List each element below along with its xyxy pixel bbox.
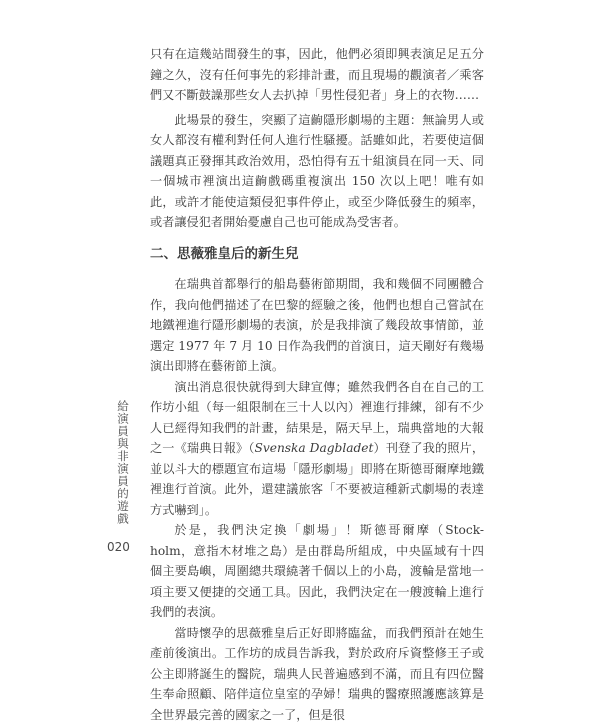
paragraph-4 xyxy=(150,377,484,521)
paragraph-5: 於是，我們決定換「劇場」！斯德哥爾摩（Stock-holm，意指木材堆之島）是由群島所組成，中央區域有十四個主要島嶼，周圍總共環繞著千個以上的小島，渡輪是當地一項主要又便捷的交通工具。因此，我們決定在一艘渡輪上進行我們的表演。 xyxy=(150,520,484,623)
paragraph-2: 此場景的發生，突顯了這齣隱形劇場的主題：無論男人或女人都沒有權利對任何人進行性騷擾。話雖如此，若要使這個議題真正發揮其政治效用，恐怕得有五十組演員在同一天、同一個城市裡演出這齣戲碼重複演出 150 次以上吧！唯有如此，或許才能使這類侵犯事件停止，或至少降低發生的頻率，或者讓侵犯者開始憂慮自己也可能成為受害者。 xyxy=(150,110,484,233)
section-heading: 二、思薇雅皇后的新生兒 xyxy=(150,244,484,265)
paragraph-3: 在瑞典首都舉行的船島藝術節期間，我和幾個不同團體合作，我向他們描述了在巴黎的經驗之後，他們也想自己嘗試在地鐵裡進行隱形劇場的表演，於是我排演了幾段故事情節，並選定 1977 年 7 月 10 日作為我們的首演日，這天剛好有幾場演出即將在藝術節上演。 xyxy=(150,274,484,377)
paragraph-4-part-b: ）刊登了我的照片，並以斗大的標題宣布這場「隱形劇場」即將在斯德哥爾摩地鐵裡進行首演。此外，還建議旅客「不要被這種新式劇場的表達方式嚇到」。 xyxy=(150,441,484,517)
paragraph-1: 只有在這幾站間發生的事，因此，他們必須即興表演足足五分鐘之久，沒有任何事先的彩排計畫，而且現場的觀演者／乘客們又不斷鼓譟那些女人去扒掉「男性侵犯者」身上的衣物…… xyxy=(150,44,484,106)
paragraph-6: 當時懷孕的思薇雅皇后正好即將臨盆，而我們預計在她生產前後演出。工作坊的成員告訴我，對於政府斥資整修王子或公主即將誕生的醫院，瑞典人民普遍感到不滿，而且有四位醫生奉命照顧、陪伴這位皇室的孕婦！瑞典的醫療照護應該算是全世界最完善的國家之一了，但是很 xyxy=(150,623,484,725)
page-number: 020 xyxy=(107,540,130,554)
paragraph-4-part-a: 演出消息很快就得到大肆宣傳；雖然我們各自在自己的工作坊小組（每一組限制在三十人以內）裡進行排練，卻有不少人已經得知我們的計畫，結果是，隔天早上，瑞典當地的大報之一《瑞典日報》（ xyxy=(150,380,484,456)
newspaper-name: Svenska Dagbladet xyxy=(255,441,374,455)
body-text xyxy=(150,44,484,725)
running-book-title: 給演員與非演員的遊戲 xyxy=(115,400,131,525)
